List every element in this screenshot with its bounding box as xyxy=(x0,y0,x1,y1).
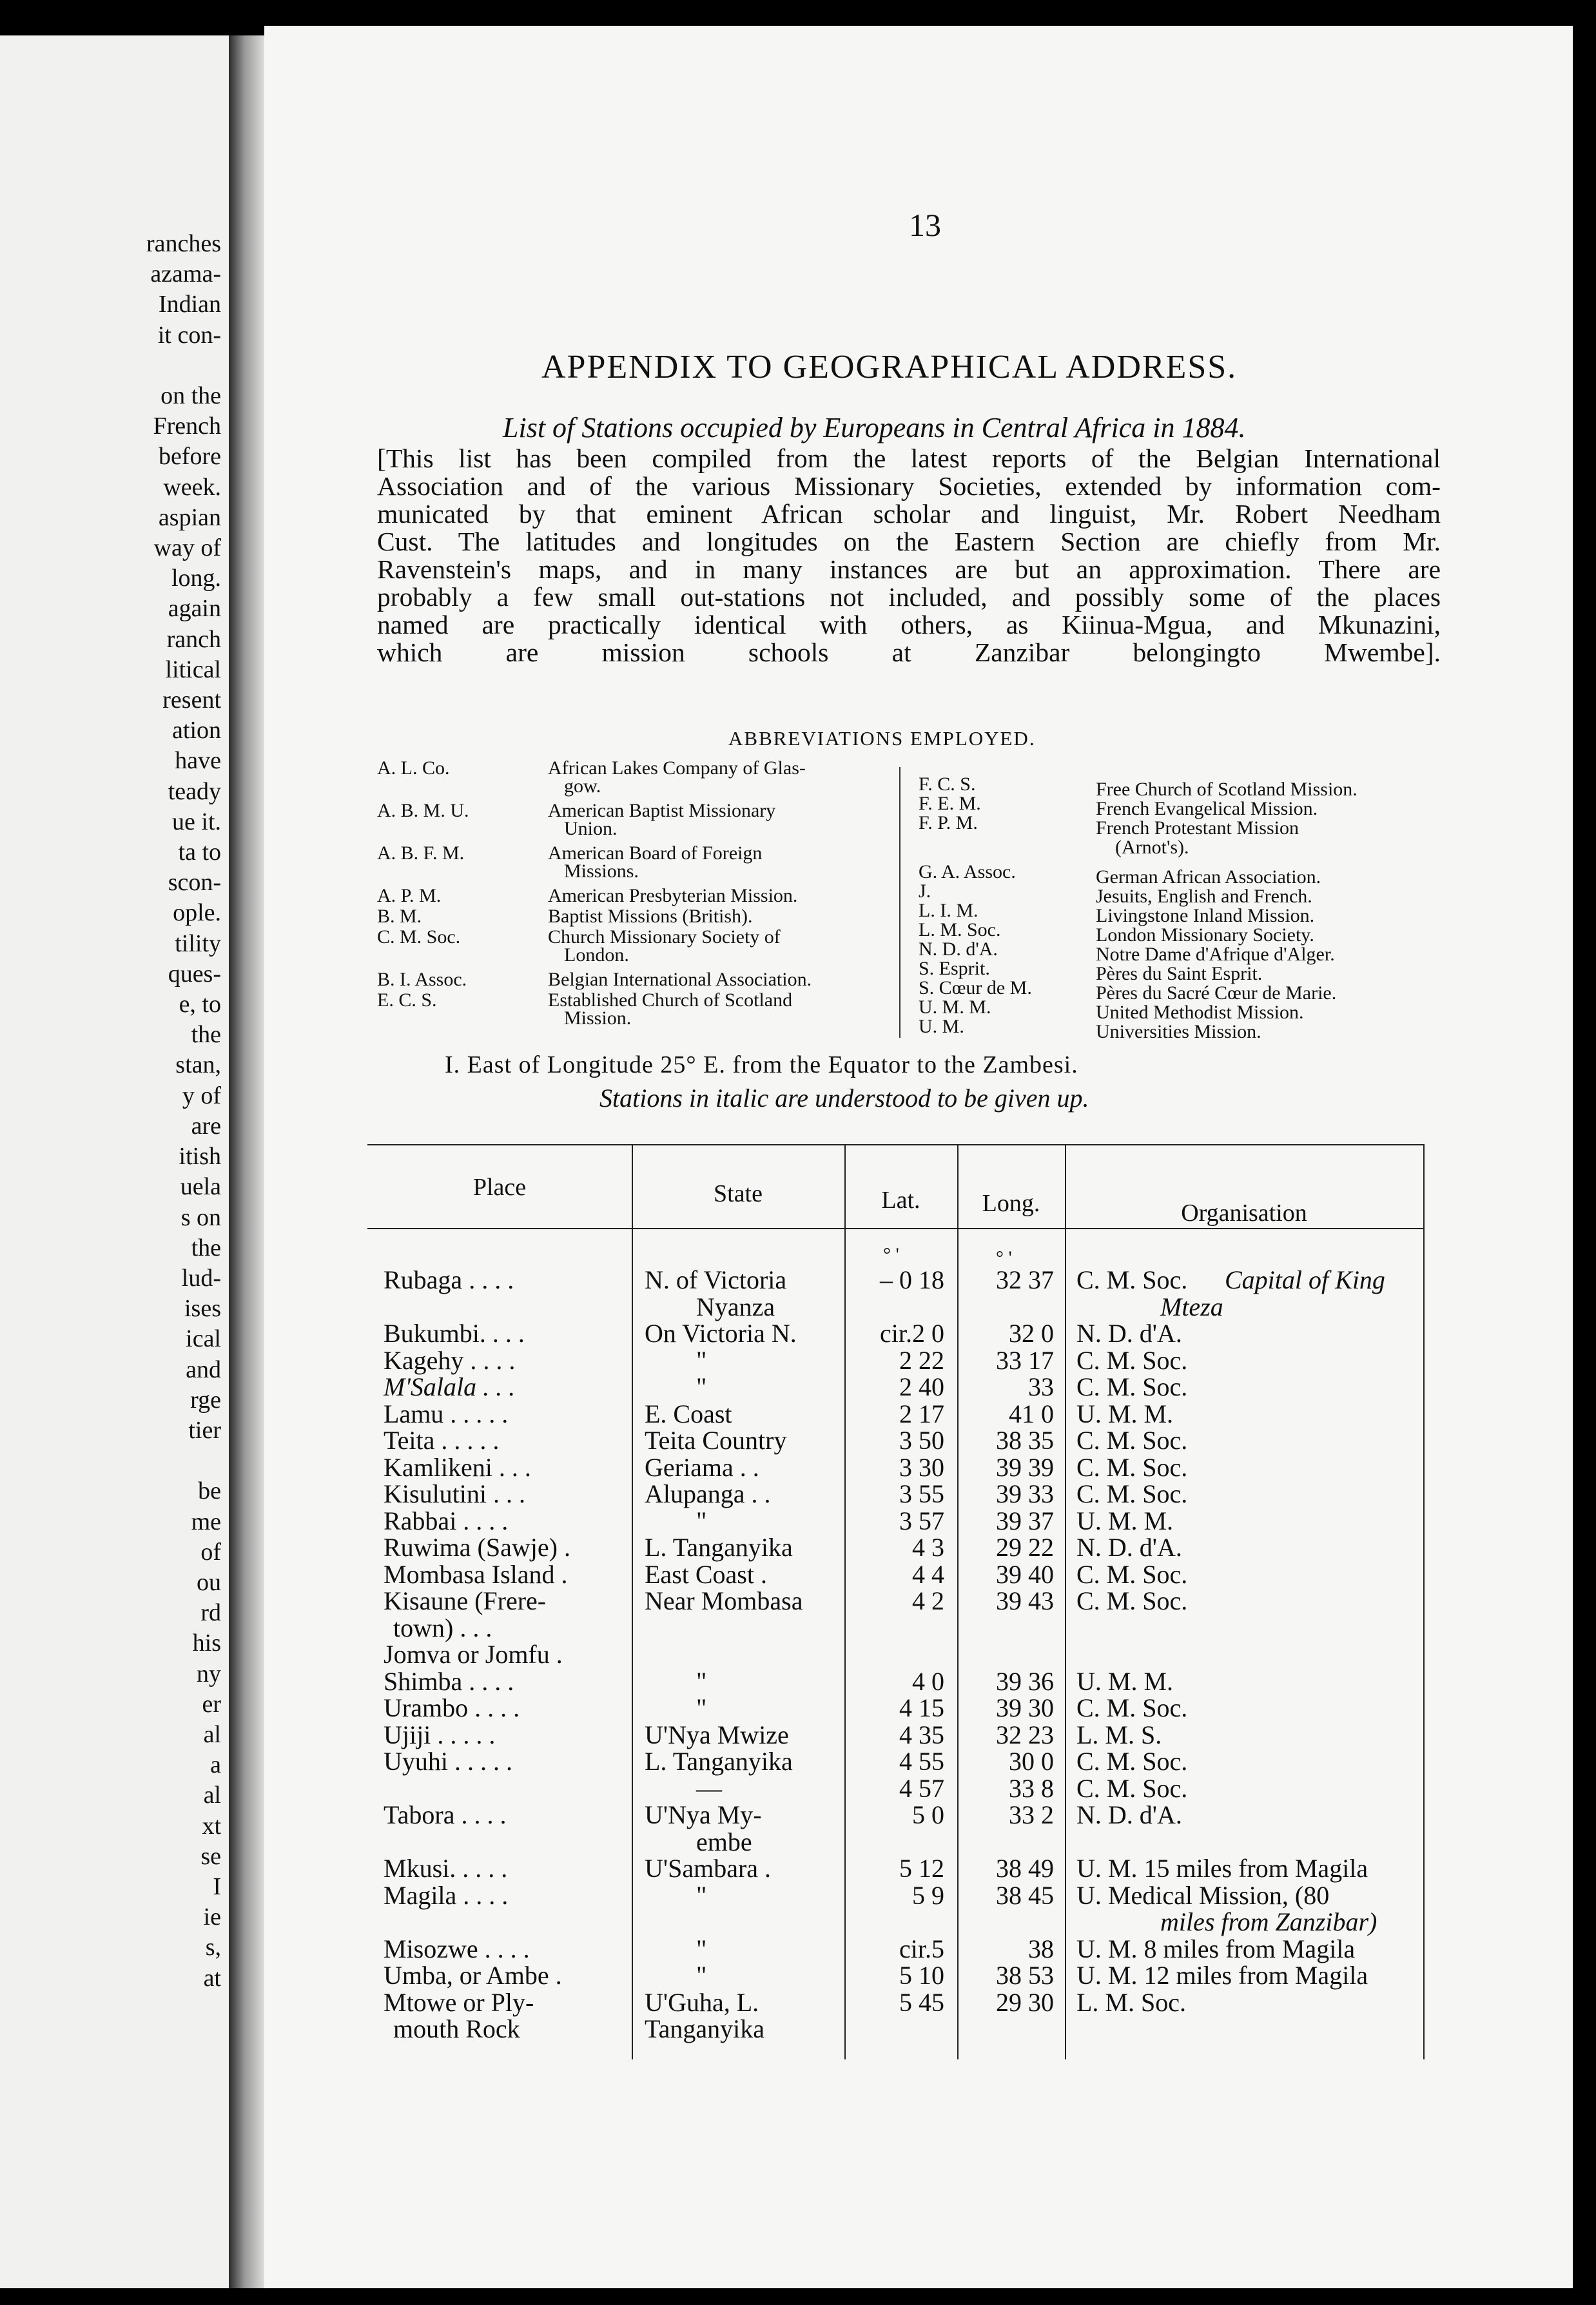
col-header-state: State xyxy=(714,1180,763,1207)
left-page-fragment: ou xyxy=(197,1568,221,1596)
cell-place: Rubaga . . . . xyxy=(384,1265,514,1294)
abbreviation-code: A. L. Co. xyxy=(377,757,450,779)
left-page-fragment: scon- xyxy=(168,869,221,897)
cell-state: L. Tanganyika xyxy=(645,1747,793,1776)
abbreviation-code: B. I. Assoc. xyxy=(377,969,467,990)
cell-lat: 4 3 xyxy=(912,1533,944,1562)
long-unit: ° ' xyxy=(996,1247,1012,1269)
abbreviations-heading: ABBREVIATIONS EMPLOYED. xyxy=(728,727,1036,750)
cell-organisation: C. M. Soc. xyxy=(1076,1773,1188,1803)
abbreviation-meaning: American Board of Foreign xyxy=(548,842,763,864)
left-page-fragment: rge xyxy=(190,1386,221,1414)
cell-place: Shimba . . . . xyxy=(384,1666,514,1696)
cell-organisation: U. M. M. xyxy=(1076,1666,1174,1696)
left-page-fragment: the xyxy=(191,1021,221,1049)
table-col-divider xyxy=(957,1144,959,2059)
left-page-fragment: have xyxy=(175,747,221,775)
left-page-fragment: Indian xyxy=(158,291,221,318)
left-page-fragment: ranch xyxy=(166,625,221,653)
left-page-fragment: stan, xyxy=(175,1051,221,1079)
cell-state: " xyxy=(696,1506,707,1535)
left-page-fragment: of xyxy=(200,1538,221,1566)
cell-state: Alupanga . . xyxy=(645,1479,771,1508)
abbreviation-code: S. Esprit. xyxy=(919,958,990,979)
left-page-text-fragments xyxy=(146,229,221,1994)
left-page-fragment: it con- xyxy=(157,321,221,349)
cell-lat: 2 22 xyxy=(899,1345,944,1375)
cell-lat: 3 55 xyxy=(899,1479,944,1508)
cell-long: 41 0 xyxy=(1009,1399,1054,1428)
section-heading: I. East of Longitude 25° E. from the Equator to the Zambesi. xyxy=(445,1051,1078,1078)
cell-state: " xyxy=(696,1934,707,1963)
cell-state: Tanganyika xyxy=(645,2014,765,2043)
cell-place: Tabora . . . . xyxy=(384,1800,507,1829)
left-page-fragment: on the xyxy=(161,382,221,410)
table-col-divider xyxy=(632,1144,633,2059)
cell-place: Urambo . . . . xyxy=(384,1693,520,1722)
cell-organisation: N. D. d'A. xyxy=(1076,1800,1182,1829)
cell-organisation: L. M. Soc. xyxy=(1076,1987,1186,2017)
col-header-lat: Lat. xyxy=(881,1187,920,1214)
cell-lat: cir.2 0 xyxy=(880,1319,944,1348)
cell-state: U'Nya My- xyxy=(645,1800,762,1829)
cell-lat: cir.5 xyxy=(899,1934,944,1963)
cell-organisation: U. M. 15 miles from Magila xyxy=(1076,1854,1368,1883)
cell-place: Bukumbi. . . . xyxy=(384,1319,525,1348)
intro-line: Ravenstein's maps, and in many instances are but an approximation. There are xyxy=(377,554,1441,584)
col-header-long: Long. xyxy=(982,1190,1040,1217)
cell-lat: 4 4 xyxy=(912,1559,944,1589)
left-page-fragment: litical xyxy=(165,656,221,683)
abbreviation-meaning: Belgian International Association. xyxy=(548,969,812,990)
cell-lat: 4 0 xyxy=(912,1666,944,1696)
col-header-place: Place xyxy=(472,1174,527,1201)
left-page-fragment xyxy=(146,1446,221,1476)
left-page-fragment: week. xyxy=(163,473,221,501)
left-page-fragment: se xyxy=(200,1842,221,1870)
cell-organisation: U. M. M. xyxy=(1076,1506,1174,1535)
cell-place: Teita . . . . . xyxy=(384,1426,500,1455)
left-page-fragment: al xyxy=(203,1720,221,1748)
abbreviations-divider xyxy=(899,767,900,1038)
left-page-fragment: e, to xyxy=(179,991,221,1018)
abbreviation-meaning: Church Missionary Society of xyxy=(548,926,781,948)
abbreviation-meaning: Universities Mission. xyxy=(1096,1021,1261,1042)
cell-lat: 4 35 xyxy=(899,1720,944,1749)
abbreviation-code: J. xyxy=(919,880,931,902)
abbreviation-meaning: African Lakes Company of Glas- xyxy=(548,757,806,779)
cell-state: On Victoria N. xyxy=(645,1319,797,1348)
abbreviation-code: A. P. M. xyxy=(377,885,442,906)
table-col-divider xyxy=(1065,1144,1066,2059)
cell-long: 29 22 xyxy=(996,1533,1054,1562)
intro-line: Association and of the various Missionary Societies, extended by information com- xyxy=(377,471,1441,501)
cell-organisation: U. M. M. xyxy=(1076,1399,1174,1428)
intro-line: municated by that eminent African scholar and linguist, Mr. Robert Needham xyxy=(377,499,1441,529)
left-page-fragment: ue it. xyxy=(172,808,221,835)
cell-place: Umba, or Ambe . xyxy=(384,1961,562,1990)
cell-state: " xyxy=(696,1693,707,1722)
table-col-divider xyxy=(844,1144,846,2059)
intro-line: which are mission schools at Zanzibar belongingto Mwembe]. xyxy=(377,637,1441,667)
right-page xyxy=(264,26,1573,2288)
left-page-fragment: are xyxy=(191,1112,221,1140)
left-page-fragment: teady xyxy=(168,777,221,805)
cell-long: 39 30 xyxy=(996,1693,1054,1722)
cell-organisation: U. M. 12 miles from Magila xyxy=(1076,1961,1368,1990)
cell-organisation: C. M. Soc. xyxy=(1076,1479,1188,1508)
abbreviation-meaning: Union. xyxy=(564,818,618,839)
intro-line: Cust. The latitudes and longitudes on the Eastern Section are chiefly from Mr. xyxy=(377,527,1441,556)
cell-state: Near Mombasa xyxy=(645,1586,803,1615)
abbreviation-meaning: United Methodist Mission. xyxy=(1096,1002,1304,1023)
cell-lat: – 0 18 xyxy=(880,1265,944,1294)
abbreviation-code: L. M. Soc. xyxy=(919,919,1001,940)
cell-long: 32 37 xyxy=(996,1265,1054,1294)
abbreviation-meaning: Free Church of Scotland Mission. xyxy=(1096,779,1358,800)
abbreviation-meaning: London. xyxy=(564,944,629,966)
cell-state: U'Nya Mwize xyxy=(645,1720,789,1749)
left-page-fragment: aspian xyxy=(158,503,221,531)
left-page-fragment: lud- xyxy=(181,1264,221,1292)
cell-state: " xyxy=(696,1666,707,1696)
abbreviation-meaning: (Arnot's). xyxy=(1115,837,1189,858)
cell-place: Kagehy . . . . xyxy=(384,1345,516,1375)
left-facing-page xyxy=(0,35,229,2288)
cell-place: Kisaune (Frere- xyxy=(384,1586,547,1615)
cell-note: Mteza xyxy=(1160,1292,1223,1321)
cell-place: Mtowe or Ply- xyxy=(384,1987,534,2017)
abbreviation-code: L. I. M. xyxy=(919,900,978,921)
left-page-fragment: er xyxy=(202,1690,221,1718)
intro-line: named are practically identical with others, as Kiinua-Mgua, and Mkunazini, xyxy=(377,610,1441,639)
cell-place: Jomva or Jomfu . xyxy=(384,1640,563,1669)
abbreviation-meaning: Pères du Saint Esprit. xyxy=(1096,963,1263,984)
cell-place: Misozwe . . . . xyxy=(384,1934,530,1963)
cell-long: 38 49 xyxy=(996,1854,1054,1883)
cell-place: Ruwima (Sawje) . xyxy=(384,1533,570,1562)
cell-state: " xyxy=(696,1961,707,1990)
left-page-fragment: azama- xyxy=(150,260,221,288)
abbreviation-code: C. M. Soc. xyxy=(377,926,461,948)
stations-table xyxy=(367,1144,1431,2092)
left-page-fragment: ople. xyxy=(173,899,221,927)
cell-place: mouth Rock xyxy=(393,2014,520,2043)
left-page-fragment: ical xyxy=(186,1325,221,1353)
cell-long: 39 40 xyxy=(996,1559,1054,1589)
left-page-fragment: I xyxy=(213,1872,221,1900)
abbreviation-code: F. C. S. xyxy=(919,773,976,795)
cell-place: Mkusi. . . . . xyxy=(384,1854,508,1883)
cell-place: Magila . . . . xyxy=(384,1880,509,1910)
left-page-fragment: ques- xyxy=(168,960,221,987)
cell-state: Teita Country xyxy=(645,1426,787,1455)
left-page-fragment: tility xyxy=(175,929,221,957)
abbreviation-meaning: Pères du Sacré Cœur de Marie. xyxy=(1096,982,1337,1004)
cell-state: Geriama . . xyxy=(645,1452,759,1482)
cell-note: miles from Zanzibar) xyxy=(1160,1907,1377,1936)
left-page-fragment xyxy=(146,351,221,381)
abbreviation-meaning: Mission. xyxy=(564,1007,632,1029)
left-page-fragment: long. xyxy=(171,565,221,592)
cell-lat: 5 9 xyxy=(912,1880,944,1910)
abbreviation-meaning: American Presbyterian Mission. xyxy=(548,885,798,906)
cell-long: 38 xyxy=(1028,1934,1054,1963)
cell-long: 29 30 xyxy=(996,1987,1054,2017)
cell-lat: 5 0 xyxy=(912,1800,944,1829)
cell-lat: 3 50 xyxy=(899,1426,944,1455)
left-page-fragment: rd xyxy=(200,1599,221,1627)
cell-organisation: C. M. Soc. xyxy=(1076,1426,1188,1455)
abbreviation-code: F. E. M. xyxy=(919,793,981,814)
abbreviation-code: A. B. M. U. xyxy=(377,800,469,821)
left-page-fragment: ta to xyxy=(178,839,221,866)
intro-line: probably a few small out-stations not included, and possibly some of the places xyxy=(377,582,1441,612)
cell-state: U'Guha, L. xyxy=(645,1987,759,2017)
book-gutter xyxy=(229,35,264,2288)
table-right-border xyxy=(1423,1144,1425,2059)
cell-state: Nyanza xyxy=(696,1292,775,1321)
cell-lat: 4 55 xyxy=(899,1747,944,1776)
cell-place: Rabbai . . . . xyxy=(384,1506,509,1535)
cell-state: N. of Victoria xyxy=(645,1265,787,1294)
abbreviation-meaning: Missions. xyxy=(564,861,639,882)
cell-long: 39 43 xyxy=(996,1586,1054,1615)
cell-organisation: C. M. Soc. xyxy=(1076,1693,1188,1722)
left-page-fragment: and xyxy=(186,1356,221,1383)
cell-state: U'Sambara . xyxy=(645,1854,772,1883)
left-page-fragment: tier xyxy=(188,1416,221,1444)
cell-state: embe xyxy=(696,1827,752,1856)
left-page-fragment: itish xyxy=(179,1143,221,1171)
cell-organisation: C. M. Soc. xyxy=(1076,1265,1188,1294)
cell-organisation: U. Medical Mission, (80 xyxy=(1076,1880,1330,1910)
cell-long: 33 2 xyxy=(1009,1800,1054,1829)
abbreviation-meaning: gow. xyxy=(564,775,601,797)
left-page-fragment: ranches xyxy=(146,230,221,257)
cell-organisation: C. M. Soc. xyxy=(1076,1452,1188,1482)
cell-place: Ujiji . . . . . xyxy=(384,1720,496,1749)
cell-lat: 3 57 xyxy=(899,1506,944,1535)
lat-unit: ° ' xyxy=(883,1244,899,1265)
left-page-fragment: xt xyxy=(202,1812,221,1840)
cell-lat: 4 2 xyxy=(912,1586,944,1615)
left-page-fragment: at xyxy=(203,1964,221,1992)
abbreviation-code: A. B. F. M. xyxy=(377,842,465,864)
cell-lat: 4 15 xyxy=(899,1693,944,1722)
cell-place: M'Salala . . . xyxy=(384,1372,516,1401)
cell-state: " xyxy=(696,1345,707,1375)
col-header-organisation: Organisation xyxy=(1181,1200,1307,1227)
cell-place: Lamu . . . . . xyxy=(384,1399,509,1428)
left-page-fragment: ation xyxy=(172,717,221,744)
cell-organisation: U. M. 8 miles from Magila xyxy=(1076,1934,1356,1963)
abbreviation-code: U. M. xyxy=(919,1016,964,1037)
cell-state: " xyxy=(696,1880,707,1910)
abbreviation-code: G. A. Assoc. xyxy=(919,861,1016,882)
left-page-fragment: s, xyxy=(205,1934,221,1961)
cell-long: 33 17 xyxy=(996,1345,1054,1375)
left-page-fragment: me xyxy=(191,1508,221,1535)
cell-long: 32 0 xyxy=(1009,1319,1054,1348)
cell-place: Kamlikeni . . . xyxy=(384,1452,531,1482)
cell-state: " xyxy=(696,1372,707,1401)
cell-lat: 2 40 xyxy=(899,1372,944,1401)
left-page-fragment: ises xyxy=(184,1295,221,1323)
abbreviation-meaning: American Baptist Missionary xyxy=(548,800,776,821)
left-page-fragment: ny xyxy=(197,1660,221,1687)
left-page-fragment: before xyxy=(158,443,221,471)
cell-organisation: C. M. Soc. xyxy=(1076,1747,1188,1776)
page-title: APPENDIX TO GEOGRAPHICAL ADDRESS. xyxy=(541,349,1238,385)
cell-lat: 4 57 xyxy=(899,1773,944,1803)
page-subtitle: List of Stations occupied by Europeans in Central Africa in 1884. xyxy=(503,412,1246,443)
cell-state: — xyxy=(696,1773,722,1803)
abbreviation-meaning: Established Church of Scotland xyxy=(548,989,793,1011)
cell-organisation: C. M. Soc. xyxy=(1076,1345,1188,1375)
abbreviation-code: N. D. d'A. xyxy=(919,939,998,960)
abbreviation-meaning: French Protestant Mission xyxy=(1096,817,1299,839)
left-page-fragment: uela xyxy=(180,1173,221,1201)
intro-paragraph xyxy=(377,445,1441,666)
cell-long: 39 37 xyxy=(996,1506,1054,1535)
abbreviation-meaning: German African Association. xyxy=(1096,866,1321,888)
left-page-fragment: s on xyxy=(180,1203,221,1231)
page-number: 13 xyxy=(909,207,941,243)
left-page-fragment: way of xyxy=(153,534,221,562)
cell-long: 30 0 xyxy=(1009,1747,1054,1776)
cell-organisation: L. M. S. xyxy=(1076,1720,1162,1749)
cell-state: E. Coast xyxy=(645,1399,732,1428)
left-page-fragment: y of xyxy=(182,1082,221,1109)
cell-long: 39 39 xyxy=(996,1452,1054,1482)
abbreviation-code: E. C. S. xyxy=(377,989,437,1011)
cell-long: 38 35 xyxy=(996,1426,1054,1455)
abbreviation-meaning: Jesuits, English and French. xyxy=(1096,886,1312,907)
cell-organisation: N. D. d'A. xyxy=(1076,1319,1182,1348)
table-top-rule xyxy=(367,1144,1425,1145)
abbreviation-meaning: Livingstone Inland Mission. xyxy=(1096,905,1315,926)
table-header-rule xyxy=(367,1228,1425,1229)
left-page-fragment: resent xyxy=(162,686,221,714)
cell-organisation: N. D. d'A. xyxy=(1076,1533,1182,1562)
cell-lat: 5 12 xyxy=(899,1854,944,1883)
left-page-fragment: his xyxy=(192,1629,221,1657)
abbreviation-code: F. P. M. xyxy=(919,812,978,833)
left-page-fragment: ie xyxy=(203,1903,221,1931)
cell-state: L. Tanganyika xyxy=(645,1533,793,1562)
left-page-fragment: a xyxy=(210,1751,221,1779)
cell-lat: 5 10 xyxy=(899,1961,944,1990)
cell-long: 33 xyxy=(1028,1372,1054,1401)
cell-place: town) . . . xyxy=(393,1613,492,1642)
abbreviation-meaning: London Missionary Society. xyxy=(1096,924,1314,946)
cell-place: Uyuhi . . . . . xyxy=(384,1747,512,1776)
cell-state: East Coast . xyxy=(645,1559,767,1589)
intro-line: [This list has been compiled from the latest reports of the Belgian International xyxy=(377,443,1441,473)
cell-organisation: C. M. Soc. xyxy=(1076,1586,1188,1615)
cell-lat: 3 30 xyxy=(899,1452,944,1482)
cell-long: 38 45 xyxy=(996,1880,1054,1910)
left-page-fragment: al xyxy=(203,1782,221,1809)
abbreviation-code: B. M. xyxy=(377,906,422,927)
abbreviation-meaning: Baptist Missions (British). xyxy=(548,906,753,927)
left-page-fragment: again xyxy=(168,595,221,623)
left-page-fragment: be xyxy=(198,1477,221,1505)
cell-long: 38 53 xyxy=(996,1961,1054,1990)
cell-long: 33 8 xyxy=(1009,1773,1054,1803)
abbreviation-meaning: Notre Dame d'Afrique d'Alger. xyxy=(1096,944,1335,965)
left-page-fragment: the xyxy=(191,1234,221,1261)
cell-lat: 5 45 xyxy=(899,1987,944,2017)
left-page-fragment: French xyxy=(153,413,221,440)
abbreviation-code: S. Cœur de M. xyxy=(919,977,1032,998)
cell-long: 39 36 xyxy=(996,1666,1054,1696)
section-subheading: Stations in italic are understood to be given up. xyxy=(599,1084,1089,1113)
cell-place: Mombasa Island . xyxy=(384,1559,568,1589)
cell-long: 39 33 xyxy=(996,1479,1054,1508)
cell-long: 32 23 xyxy=(996,1720,1054,1749)
cell-organisation: C. M. Soc. xyxy=(1076,1372,1188,1401)
abbreviation-code: U. M. M. xyxy=(919,997,991,1018)
cell-note: Capital of King xyxy=(1225,1265,1385,1294)
cell-lat: 2 17 xyxy=(899,1399,944,1428)
cell-organisation: C. M. Soc. xyxy=(1076,1559,1188,1589)
abbreviation-meaning: French Evangelical Mission. xyxy=(1096,798,1318,819)
cell-place: Kisulutini . . . xyxy=(384,1479,526,1508)
